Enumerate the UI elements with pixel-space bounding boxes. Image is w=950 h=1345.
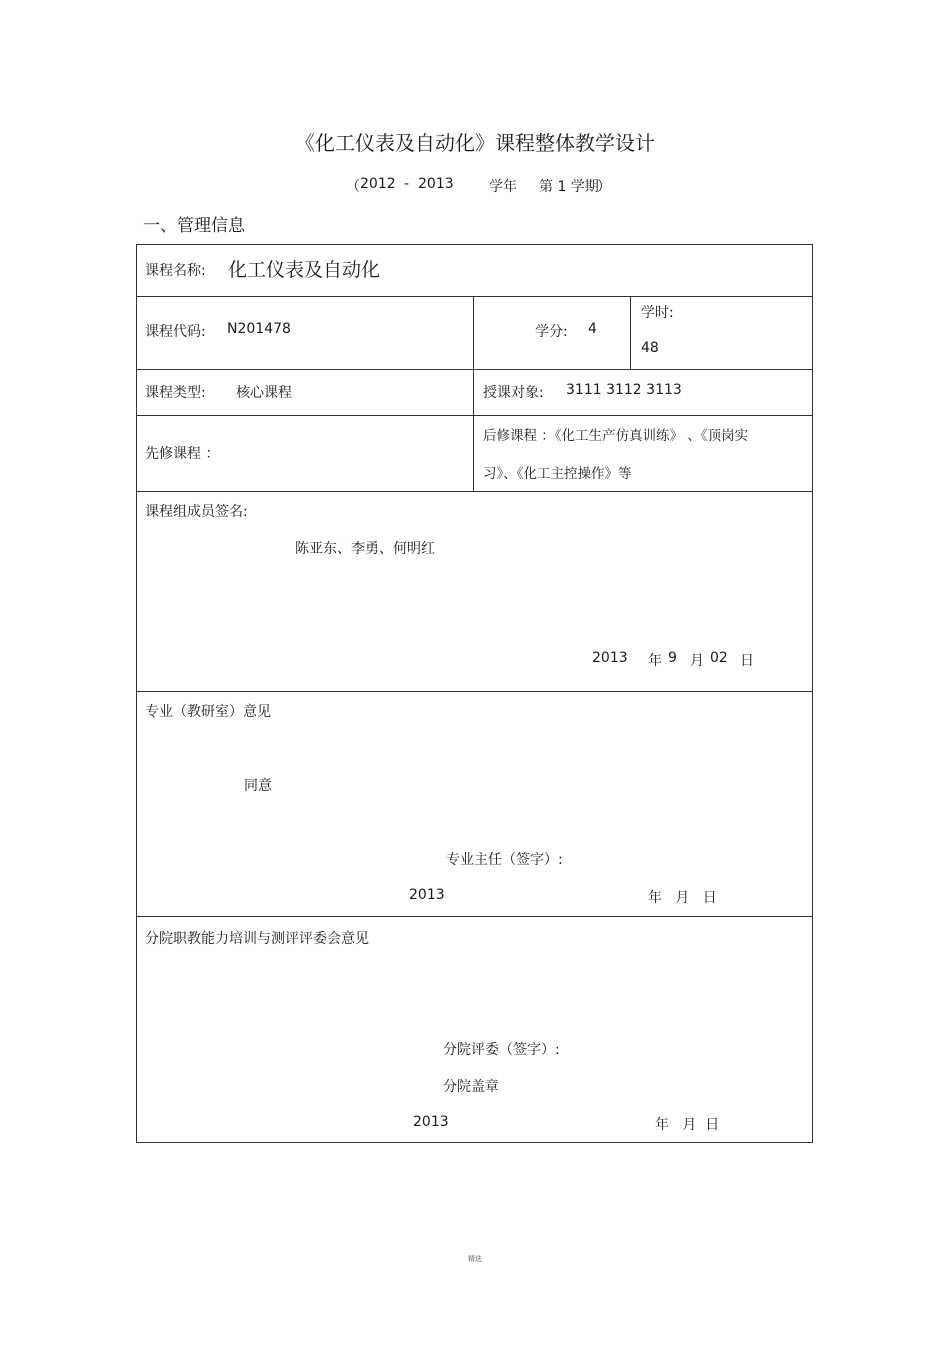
hours-label: 学时:	[641, 305, 674, 321]
column-divider	[473, 296, 474, 491]
committee-date-year: 2013	[413, 1114, 449, 1130]
members-date-day: 02	[710, 650, 728, 666]
course-name-value: 化工仪表及自动化	[228, 259, 381, 281]
credit-value: 4	[588, 321, 597, 337]
row-divider	[137, 491, 812, 492]
major-opinion-value: 同意	[244, 778, 272, 794]
audience-value: 3111 3112 3113	[566, 382, 682, 398]
subtitle-dash: -	[404, 176, 410, 192]
section-title: 一、管理信息	[143, 216, 245, 236]
course-code-label: 课程代码:	[145, 324, 206, 340]
course-type-value: 核心课程	[236, 385, 292, 401]
members-value: 陈亚东、李勇、何明红	[295, 541, 435, 557]
row-divider	[137, 369, 812, 370]
credit-label: 学分:	[535, 324, 568, 340]
row-divider	[137, 415, 812, 416]
management-info-form	[136, 244, 813, 1143]
members-date-yue: 月	[690, 653, 704, 669]
subtitle-year-end: 2013	[418, 176, 454, 192]
major-date-suffix: 年 月 日	[648, 890, 717, 906]
course-name-label: 课程名称:	[145, 263, 206, 279]
audience-label: 授课对象:	[483, 385, 544, 401]
director-sign-label: 专业主任（签字）:	[446, 852, 563, 868]
committee-opinion-label: 分院职教能力培训与测评评委会意见	[145, 931, 369, 947]
subtitle-xuenian: 学年	[489, 179, 517, 195]
prereq-label: 先修课程 ：	[145, 446, 220, 462]
document-title: 《化工仪表及自动化》课程整体教学设计	[295, 131, 655, 155]
followup-line-1: 后修课程 ：《化工生产仿真训练》 、《顶岗实	[483, 428, 749, 444]
course-code-value: N201478	[227, 321, 291, 337]
subtitle-open-paren: （	[346, 179, 360, 195]
major-opinion-label: 专业（教研室）意见	[145, 704, 271, 720]
members-date-ri: 日	[740, 653, 754, 669]
major-date-year: 2013	[409, 887, 445, 903]
subtitle-year-start: 2012	[360, 176, 396, 192]
followup-line-2: 习》、《化工主控操作》等	[483, 466, 632, 482]
column-divider	[630, 296, 631, 369]
hours-value: 48	[641, 340, 659, 356]
page-footer: 精选	[468, 1255, 482, 1263]
members-date-nian: 年	[648, 653, 662, 669]
row-divider	[137, 916, 812, 917]
committee-date-suffix: 年 月 日	[655, 1117, 720, 1133]
subtitle-close-paren: ）	[597, 179, 611, 195]
members-label: 课程组成员签名:	[145, 504, 248, 520]
members-date-month: 9	[668, 650, 677, 666]
members-date-year: 2013	[592, 650, 628, 666]
course-type-label: 课程类型:	[145, 385, 206, 401]
committee-seal-label: 分院盖章	[443, 1079, 499, 1095]
committee-sign-label: 分院评委（签字）:	[443, 1042, 560, 1058]
row-divider	[137, 691, 812, 692]
row-divider	[137, 296, 812, 297]
subtitle-term: 第 1 学期	[539, 179, 599, 195]
